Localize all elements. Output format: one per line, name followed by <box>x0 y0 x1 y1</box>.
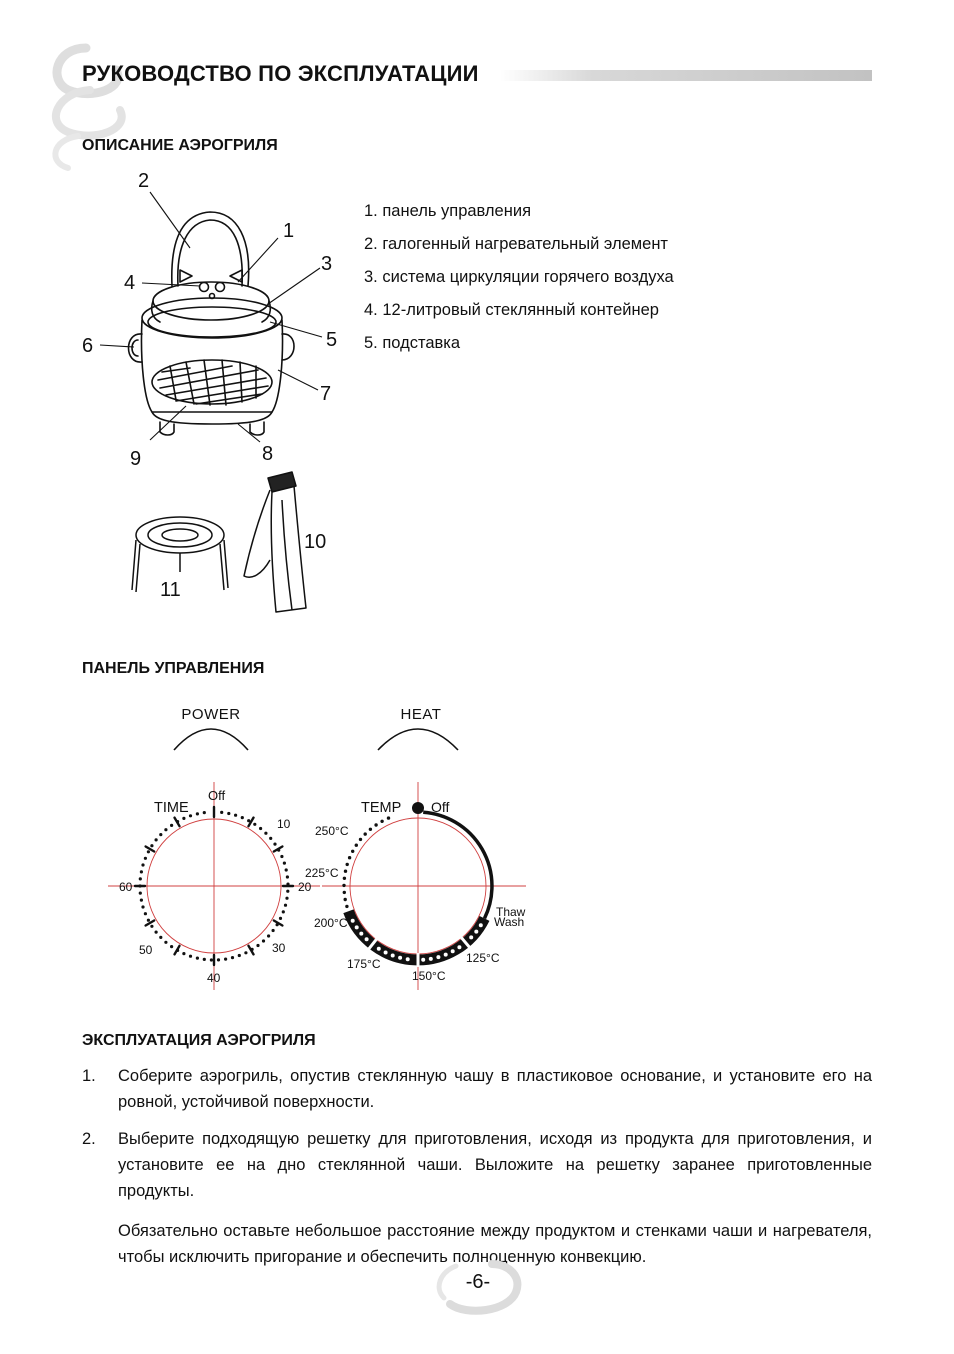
callout-6: 6 <box>82 335 94 357</box>
temp-dial-dot <box>351 850 354 853</box>
time-dial-dot <box>279 917 282 920</box>
page-number: -6- <box>465 1271 491 1293</box>
time-dial-dot <box>139 892 142 895</box>
heat-label: HEAT <box>400 706 442 723</box>
time-mark-40: 40 <box>207 971 221 985</box>
temp-dial-band-dot <box>421 958 425 962</box>
time-dial-dot <box>273 843 276 846</box>
temp-dial-band-dot <box>355 925 359 929</box>
temp-dial-dot <box>345 905 348 908</box>
time-mark-50: 50 <box>139 943 153 957</box>
time-dial-dot <box>286 875 289 878</box>
title-gradient-bar <box>500 70 872 81</box>
time-dial-dot <box>189 814 192 817</box>
temp-mark-225: 225°C <box>305 866 339 880</box>
knob-left <box>200 283 209 292</box>
time-dial-tick <box>146 921 155 926</box>
time-dial-dot <box>196 957 199 960</box>
time-dial-dot <box>283 862 286 865</box>
temp-dial-band <box>423 812 492 918</box>
time-dial-dot <box>285 897 288 900</box>
temp-dial-band-dot <box>474 930 478 934</box>
time-dial-dot <box>280 855 283 858</box>
time-dial-dot <box>262 939 265 942</box>
legend-item: 2. галогенный нагревательный элемент <box>364 235 668 253</box>
temp-dial-band-dot <box>351 919 355 923</box>
temp-dial-band-dot <box>398 956 402 960</box>
temp-dial-dot <box>343 891 346 894</box>
temp-dial-dot <box>359 838 362 841</box>
time-dial-dot <box>227 812 230 815</box>
temp-dial-dot <box>348 856 351 859</box>
time-dial-dot <box>259 827 262 830</box>
time-dial-dot <box>164 828 167 831</box>
time-mark-10: 10 <box>277 817 291 831</box>
heat-arc <box>378 729 458 750</box>
temp-dial-band-dot <box>391 954 395 958</box>
callout-2: 2 <box>138 170 150 192</box>
temp-dial-band-dot <box>384 951 388 955</box>
temp-dial-dot <box>355 844 358 847</box>
time-dial-dot <box>224 958 227 961</box>
callout-7: 7 <box>320 383 332 405</box>
temp-thaw-label: Thaw <box>496 905 526 919</box>
time-dial-dot <box>150 844 153 847</box>
page-title: РУКОВОДСТВО ПО ЭКСПЛУАТАЦИИ <box>82 61 479 86</box>
time-dial-dot <box>203 811 206 814</box>
handle-outline <box>172 212 249 286</box>
time-dial-dot <box>141 905 144 908</box>
time-dial-dot <box>286 890 289 893</box>
callout-10: 10 <box>304 531 327 553</box>
callout-4: 4 <box>124 272 136 294</box>
temp-dial-dot <box>343 877 346 880</box>
tongs-accessory <box>244 472 306 612</box>
operation-steps <box>82 1063 872 1270</box>
time-dial-dot <box>284 904 287 907</box>
time-label: TIME <box>154 800 189 816</box>
time-dial-dot <box>234 814 237 817</box>
temp-dial-band-dot <box>444 953 448 957</box>
section-heading-panel: ПАНЕЛЬ УПРАВЛЕНИЯ <box>82 660 265 677</box>
temp-dial-band-dot <box>479 923 483 927</box>
time-dial-dot <box>264 832 267 835</box>
control-panel-diagram <box>100 695 540 995</box>
time-mark-30: 30 <box>272 941 286 955</box>
callout-11: 11 <box>160 579 181 601</box>
temp-wash-label: Wash <box>494 915 525 929</box>
temp-dial-dot <box>374 823 377 826</box>
time-dial-dot <box>144 857 147 860</box>
time-dial <box>108 782 320 990</box>
legend-item: 4. 12-литровый стеклянный контейнер <box>364 301 659 319</box>
time-mark-20: 20 <box>298 880 312 894</box>
time-dial-dot <box>155 838 158 841</box>
time-off-label: Off <box>208 788 226 803</box>
temp-mark-150: 150°C <box>412 969 446 983</box>
temp-dial-band-dot <box>469 935 473 939</box>
temp-dial-dot <box>344 898 347 901</box>
time-dial-dot <box>196 812 199 815</box>
temp-dial-band-dot <box>406 957 410 961</box>
time-dial-dot <box>220 811 223 814</box>
time-dial-dot <box>182 817 185 820</box>
time-dial-dot <box>203 958 206 961</box>
section-heading-description: ОПИСАНИЕ АЭРОГРИЛЯ <box>82 137 278 154</box>
step-item <box>82 1063 872 1115</box>
time-dial-dot <box>217 958 220 961</box>
temp-off-label: Off <box>431 799 450 815</box>
side-handle-right <box>282 334 294 360</box>
time-dial-dot <box>155 931 158 934</box>
temp-mark-200: 200°C <box>314 916 348 930</box>
parts-legend <box>364 195 674 360</box>
time-dial-dot <box>244 951 247 954</box>
time-mark-60: 60 <box>119 880 133 894</box>
note-text: Обязательно оставьте небольшое расстояние между продуктом и стенками чаши и нагревателя, чтобы исключить пригорание и обеспечить полноценную конвекцию. <box>118 1222 872 1266</box>
time-dial-dot <box>182 952 185 955</box>
callout-9: 9 <box>130 448 142 470</box>
callout-8: 8 <box>262 443 274 465</box>
temp-off-indicator <box>412 802 424 814</box>
time-dial-dot <box>147 850 150 853</box>
time-dial-dot <box>210 958 213 961</box>
temp-dial-band-dot <box>457 945 461 949</box>
time-dial-dot <box>253 823 256 826</box>
step-number: 1. <box>82 1067 96 1085</box>
temp-dial-band-dot <box>359 932 363 936</box>
time-dial-dot <box>231 956 234 959</box>
time-dial-dot <box>170 824 173 827</box>
time-dial-dot <box>272 929 275 932</box>
legend-item: 3. система циркуляции горячего воздуха <box>364 268 674 286</box>
temp-dial-dot <box>344 870 347 873</box>
time-dial-dot <box>238 954 241 957</box>
time-dial-dot <box>140 870 143 873</box>
time-dial-dot <box>147 919 150 922</box>
temp-dial-dot <box>387 816 390 819</box>
temp-dial <box>305 782 526 990</box>
callout-1: 1 <box>283 220 295 242</box>
knob-right <box>216 283 225 292</box>
time-dial-dot <box>164 941 167 944</box>
temp-mark-250: 250°C <box>315 824 349 838</box>
time-dial-dot <box>241 816 244 819</box>
step-text: Соберите аэрогриль, опустив стеклянную чашу в пластиковое основание, и установите его на ровной, устойчивой поверхности. <box>118 1067 872 1111</box>
time-dial-dot <box>282 910 285 913</box>
step-item <box>82 1126 872 1204</box>
temp-dial-dot <box>364 832 367 835</box>
callout-5: 5 <box>326 329 338 351</box>
temp-dial-dot <box>369 828 372 831</box>
step-number: 2. <box>82 1130 96 1148</box>
power-arc <box>174 729 248 750</box>
temp-dial-dot <box>380 820 383 823</box>
time-dial-dot <box>170 945 173 948</box>
temp-dial-band-dot <box>436 955 440 959</box>
time-dial-dot <box>141 863 144 866</box>
aerogrill-diagram <box>80 160 360 630</box>
callout-3: 3 <box>321 253 333 275</box>
time-dial-dot <box>144 912 147 915</box>
time-dial-dot <box>269 837 272 840</box>
temp-dial-band-dot <box>429 957 433 961</box>
time-dial-dot <box>159 936 162 939</box>
bowl-body <box>141 320 282 412</box>
time-dial-dot <box>159 833 162 836</box>
temp-dial-band-dot <box>451 949 455 953</box>
temp-dial-dot <box>342 884 345 887</box>
temp-dial-dot <box>346 863 349 866</box>
section-heading-operation: ЭКСПЛУАТАЦИЯ АЭРОГРИЛЯ <box>82 1032 316 1049</box>
temp-mark-175: 175°C <box>347 957 381 971</box>
time-dial-dot <box>140 899 143 902</box>
legend-item: 5. подставка <box>364 334 461 352</box>
temp-dial-band-dot <box>377 947 381 951</box>
side-handle-left <box>129 334 143 362</box>
temp-dial-band-dot <box>365 937 369 941</box>
time-dial-dot <box>285 868 288 871</box>
time-dial-dot <box>139 877 142 880</box>
legend-item: 1. панель управления <box>364 202 531 220</box>
temp-label: TEMP <box>361 800 402 816</box>
step-text: Выберите подходящую решетку для приготовления, исходя из продукта для приготовления, и установите ее на дно стеклянной чаши. Выложите на решетку заранее приготовленные продукты. <box>118 1130 872 1200</box>
time-dial-dot <box>150 925 153 928</box>
time-dial-tick <box>146 847 155 852</box>
temp-mark-125: 125°C <box>466 951 500 965</box>
time-dial-dot <box>267 934 270 937</box>
time-dial-dot <box>189 955 192 958</box>
time-dial-dot <box>256 944 259 947</box>
power-label: POWER <box>181 706 241 723</box>
